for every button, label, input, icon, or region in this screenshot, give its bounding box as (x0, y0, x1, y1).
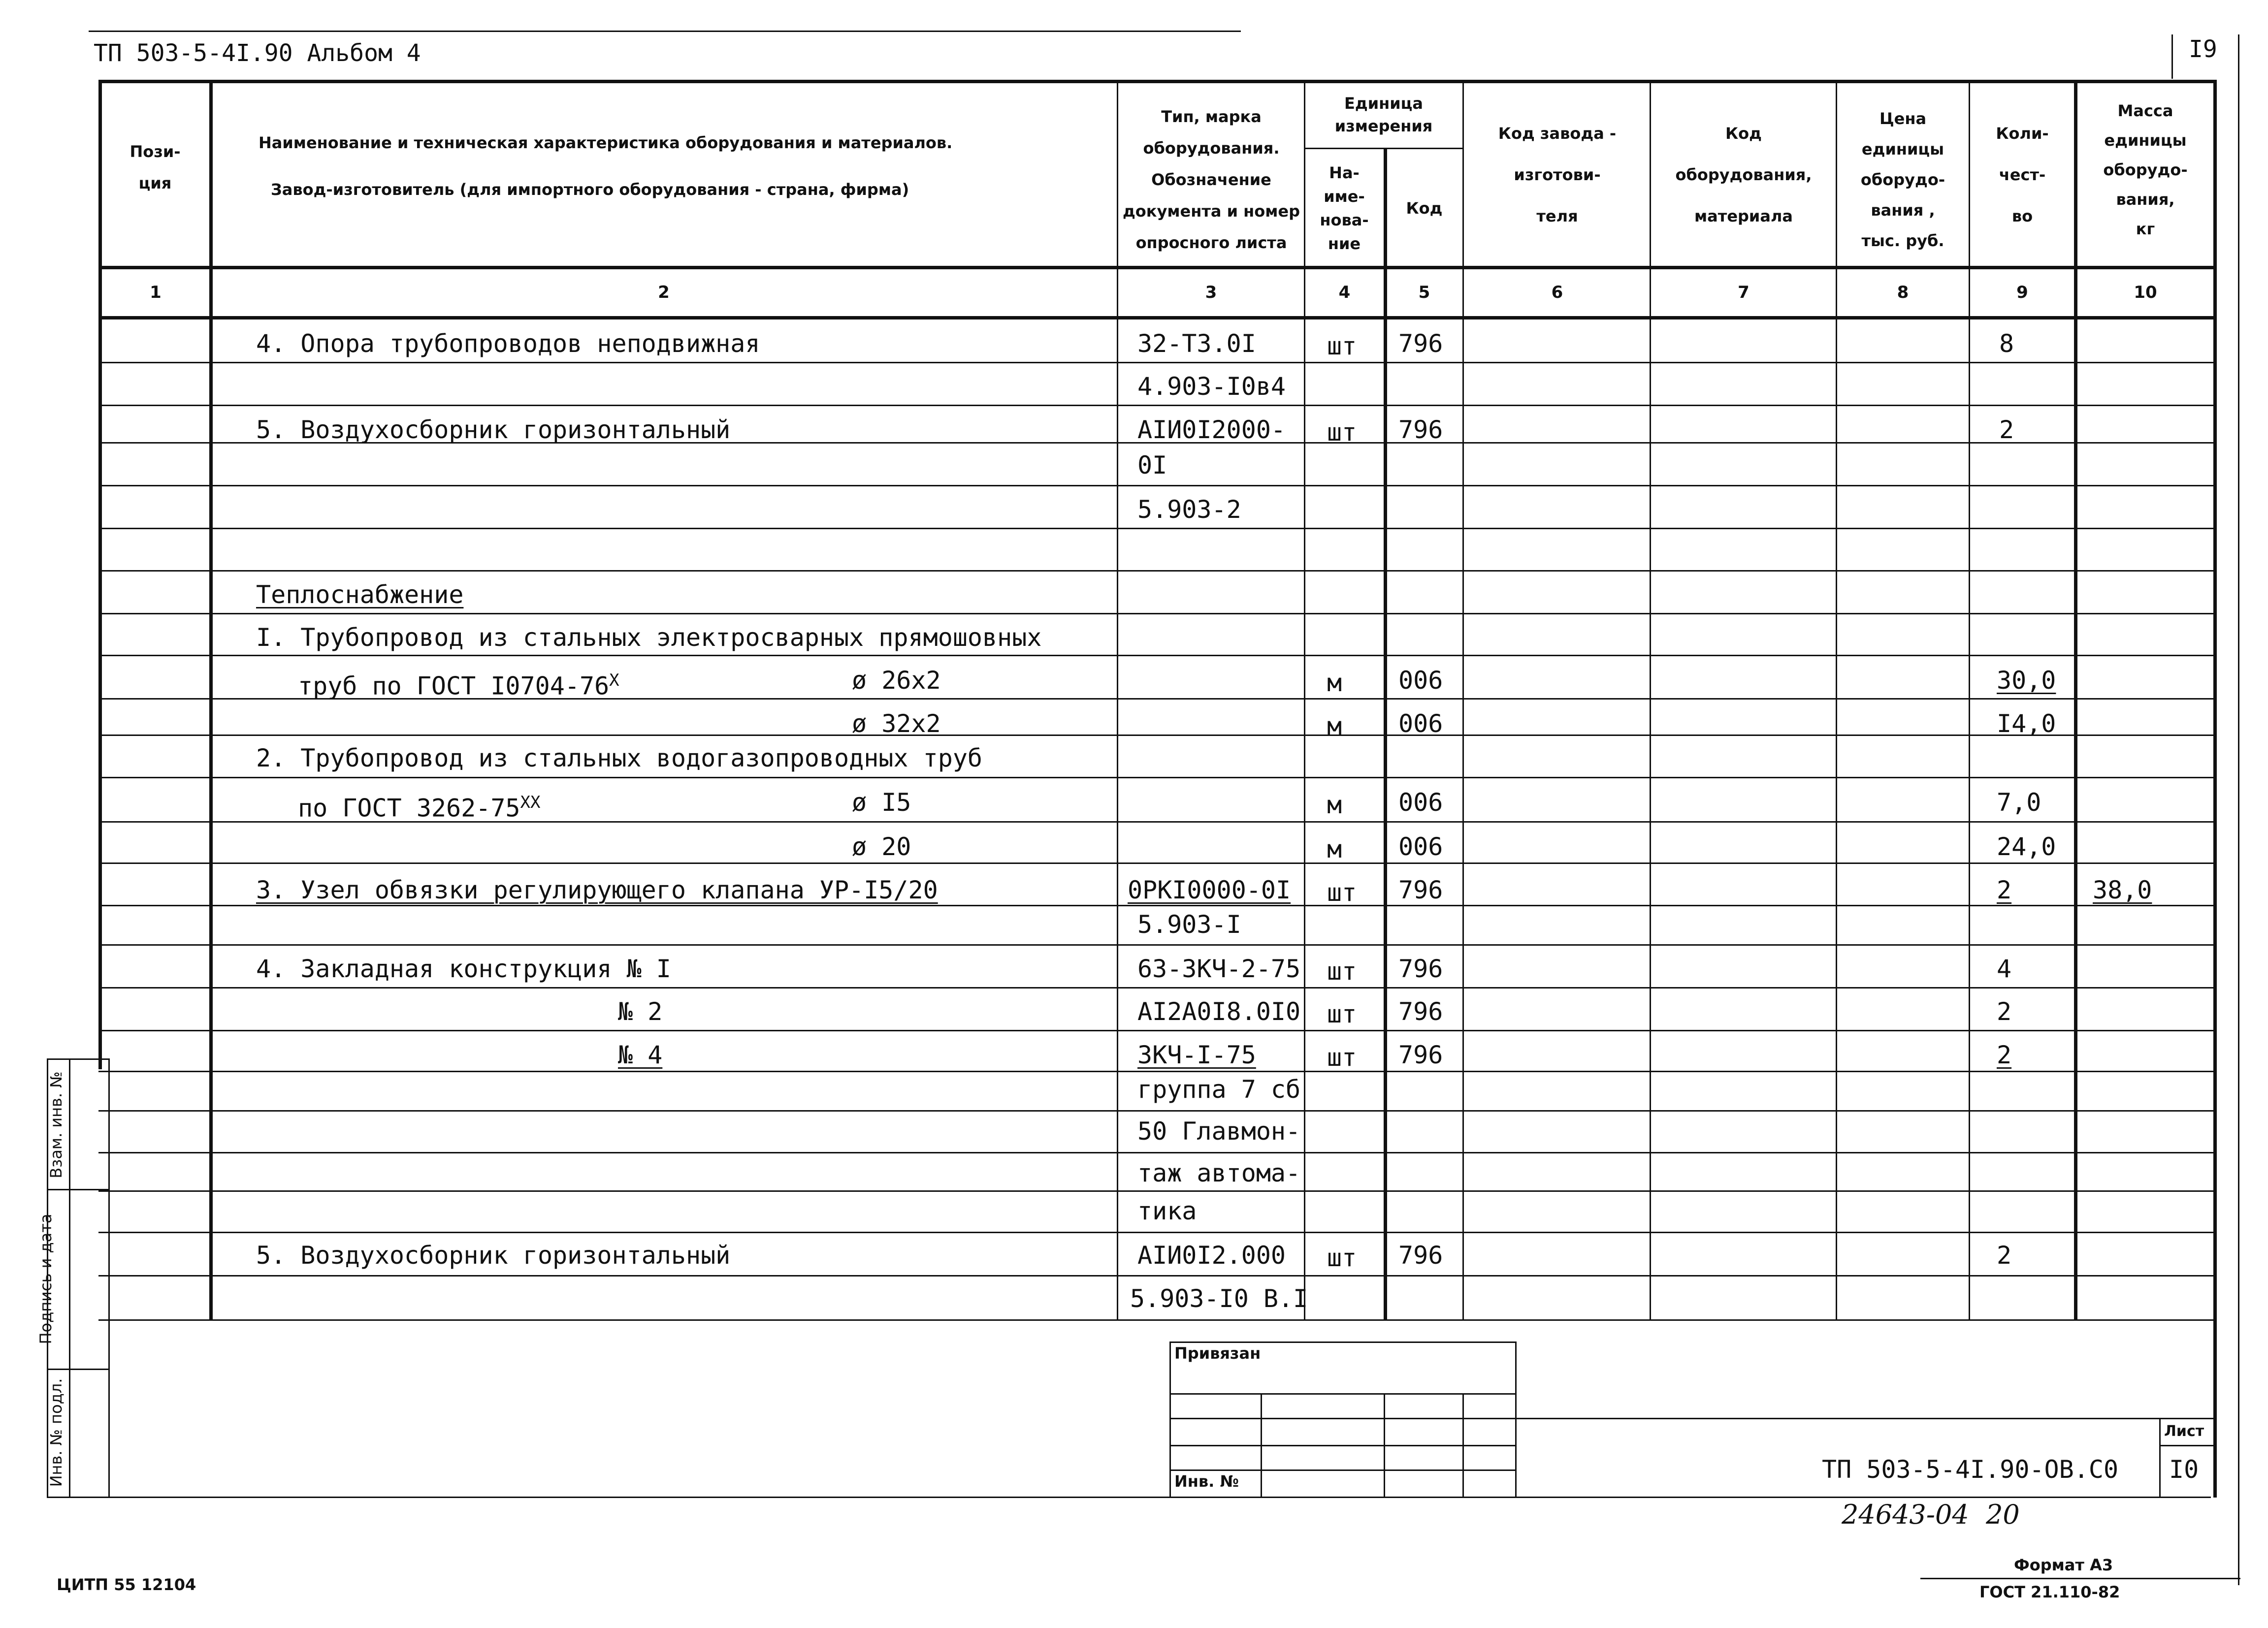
row-separator (98, 1030, 2216, 1031)
page-number-divider (2171, 34, 2173, 79)
row-17-qty: 2 (1997, 1041, 2012, 1069)
row-8-dia: ø 26x2 (852, 666, 941, 695)
colnum-4: 4 (1338, 283, 1351, 302)
row-separator (98, 655, 2216, 656)
list-label: Лист (2164, 1423, 2204, 1440)
privyazan-row3 (1169, 1445, 1517, 1446)
row-12-dia: ø 20 (852, 832, 911, 861)
row-4-type: 5.903-2 (1137, 495, 1241, 524)
col-divider-8 (1969, 80, 1970, 1320)
row-17-type: ЗКЧ-I-75 (1137, 1041, 1256, 1069)
header-col-price: Цена единицы оборудо- вания , тыс. руб. (1860, 109, 1945, 250)
row-separator (98, 1232, 2216, 1233)
row-separator (98, 1071, 2216, 1072)
top-rule (89, 31, 1241, 32)
list-label-rule (2159, 1445, 2214, 1446)
row-15-qty: 4 (1997, 955, 2012, 983)
row-separator (98, 570, 2216, 572)
row-8-code: 006 (1398, 666, 1443, 695)
colnum-9: 9 (2016, 283, 2028, 302)
table-end-border (98, 1319, 2216, 1321)
row-18-type: группа 7 сб (1137, 1075, 1301, 1104)
row-separator (98, 1110, 2216, 1112)
colnum-6: 6 (1551, 283, 1563, 302)
list-divider (2159, 1418, 2161, 1498)
album-header: ТП 503-5-4I.90 Альбом 4 (94, 39, 421, 67)
header-col-unit-group: Единица измерения (1334, 94, 1433, 135)
row-11-name (298, 788, 541, 823)
row-10-name: 2. Трубопровод из стальных водогазопроводных труб (256, 744, 983, 772)
row-13-qty: 2 (1997, 876, 2012, 904)
row-16-code: 796 (1398, 997, 1443, 1026)
row-17-unit: шт (1327, 1043, 1357, 1072)
row-separator (98, 405, 2216, 406)
row-0-name: 4. Опора трубопроводов неподвижная (256, 329, 760, 358)
row-23-type: 5.903-I0 B.I (1130, 1284, 1308, 1313)
row-7-name: I. Трубопровод из стальных электросварных прямошовных (256, 623, 1042, 652)
frame-right-border (2213, 80, 2217, 1498)
col-divider-9 (2074, 80, 2077, 1320)
row-11-unit: м (1327, 791, 1342, 819)
row-8-qty: 30,0 (1997, 666, 2056, 695)
page-number: I9 (2189, 35, 2217, 63)
row-separator (98, 485, 2216, 486)
side-podpis: Подпись и дата (36, 1213, 55, 1344)
privyazan-v1 (1261, 1393, 1262, 1498)
row-9-qty: I4,0 (1997, 709, 2056, 738)
row-2-type: AIИ0I2000- (1137, 415, 1286, 444)
row-0-unit: шт (1327, 332, 1357, 360)
row-16-name: № 2 (618, 997, 663, 1026)
row-22-type: AIИ0I2.000 (1137, 1241, 1286, 1270)
colnum-10: 10 (2134, 283, 2157, 302)
row-13-unit: шт (1327, 878, 1357, 907)
privyazan-left (1169, 1341, 1171, 1498)
colnum-2: 2 (658, 283, 670, 302)
row-9-unit: м (1327, 712, 1342, 740)
col-divider-1 (209, 80, 213, 1320)
header-col-unit-code: Код (1406, 198, 1443, 218)
frame-left-border (98, 80, 102, 1069)
row-9-dia: ø 32x2 (852, 709, 941, 738)
header-col-position: Пози- ция (130, 142, 181, 192)
row-16-qty: 2 (1997, 997, 2012, 1026)
privyazan-label: Привязан (1174, 1344, 1261, 1363)
row-separator (98, 862, 2216, 864)
side-vzam: Взам. инв. № (47, 1071, 65, 1179)
row-16-unit: шт (1327, 1000, 1357, 1028)
row-8-name-text: труб по ГОСТ I0704-76 (298, 671, 610, 701)
header-col-mass: Масса единицы оборудо- вания, кг (2103, 101, 2188, 238)
list-number: I0 (2169, 1455, 2199, 1484)
footer-gost: ГОСТ 21.110-82 (1979, 1583, 2120, 1601)
row-22-name: 5. Воздухосборник горизонтальный (256, 1241, 731, 1270)
colnum-1: 1 (150, 283, 162, 302)
row-15-type: 63-ЗКЧ-2-75 (1137, 955, 1301, 983)
row-15-code: 796 (1398, 955, 1443, 983)
row-17-name: № 4 (618, 1041, 663, 1069)
row-8-unit: м (1327, 669, 1342, 697)
row-separator (98, 528, 2216, 529)
row-separator (98, 1152, 2216, 1153)
row-separator (98, 613, 2216, 614)
colnum-8: 8 (1897, 283, 1909, 302)
header-col-quantity: Коли- чест- во (1996, 124, 2049, 225)
row-separator (98, 362, 2216, 363)
row-separator (98, 777, 2216, 778)
row-22-qty: 2 (1997, 1241, 2012, 1270)
row-11-dia: ø I5 (852, 788, 911, 817)
header-col-type: Тип, марка оборудования. Обозначение документа и номер опросного листа (1122, 107, 1300, 252)
row-15-name: 4. Закладная конструкция № I (256, 955, 671, 983)
privyazan-top (1169, 1341, 1517, 1343)
row-12-qty: 24,0 (1997, 832, 2056, 861)
row-22-code: 796 (1398, 1241, 1443, 1270)
row-17-code: 796 (1398, 1041, 1443, 1069)
colnum-3: 3 (1205, 283, 1217, 302)
col-divider-4 (1384, 148, 1387, 1320)
row-12-code: 006 (1398, 832, 1443, 861)
row-2-unit: шт (1327, 418, 1357, 447)
header-col-name-line1: Наименование и техническая характеристика оборудования и материалов. (259, 133, 953, 152)
row-21-type: тика (1137, 1197, 1197, 1225)
header-col-name-line2: Завод-изготовитель (для импортного оборудования - страна, фирма) (271, 180, 909, 199)
row-separator (98, 734, 2216, 736)
colnum-5: 5 (1418, 283, 1430, 302)
row-separator (98, 905, 2216, 906)
row-12-unit: м (1327, 835, 1342, 863)
footer-format: Формат А3 (2014, 1556, 2113, 1574)
footer-rule (1920, 1578, 2240, 1579)
row-13-mass: 38,0 (2093, 876, 2152, 904)
row-13-name: 3. Узел обвязки регулирующего клапана УР-I5/20 (256, 876, 938, 904)
header-col-factory-code: Код завода - изготови- теля (1498, 124, 1617, 225)
doc-code: ТП 503-5-4I.90-ОВ.С0 (1822, 1455, 2119, 1484)
row-16-type: AI2A0I8.0I0 (1137, 997, 1301, 1026)
row-2-qty: 2 (1999, 415, 2014, 444)
row-separator (98, 1190, 2216, 1192)
row-13-code: 796 (1398, 876, 1443, 904)
colnum-7: 7 (1738, 283, 1750, 302)
row-0-qty: 8 (1999, 329, 2014, 358)
row-11-name-text: по ГОСТ 3262-75 (298, 794, 520, 823)
row-15-unit: шт (1327, 957, 1357, 986)
privyazan-row1 (1169, 1393, 1517, 1395)
side-stamp-div1 (47, 1189, 110, 1190)
side-inv: Инв. № подл. (47, 1378, 65, 1487)
col-divider-6 (1650, 80, 1651, 1320)
frame-left-lower (108, 1058, 110, 1498)
row-19-type: 50 Главмон- (1137, 1117, 1301, 1146)
col-divider-7 (1836, 80, 1837, 1320)
row-3-type: 0I (1137, 451, 1167, 479)
row-11-qty: 7,0 (1997, 788, 2041, 817)
privyazan-row2 (1169, 1418, 1517, 1419)
row-9-code: 006 (1398, 709, 1443, 738)
side-stamp-inner (69, 1058, 70, 1498)
row-1-type: 4.903-I0в4 (1137, 372, 1286, 401)
row-8-name-sup: X (609, 670, 619, 690)
row-0-type: 32-Т3.0I (1137, 329, 1256, 358)
col-divider-2 (1117, 80, 1118, 1320)
row-0-code: 796 (1398, 329, 1443, 358)
side-stamp-top (47, 1058, 110, 1060)
handwritten-number: 24643-04 20 (1842, 1499, 2020, 1530)
row-8-name (298, 666, 619, 701)
row-11-name-sup: XX (520, 793, 541, 812)
row-14-type: 5.903-I (1137, 910, 1241, 939)
row-6-name: Теплоснабжение (256, 580, 464, 609)
privyazan-right (1515, 1341, 1517, 1498)
header-col-unit-name: На- име- нова- ние (1320, 163, 1369, 253)
row-20-type: таж автома- (1137, 1159, 1301, 1187)
unit-group-divider (1304, 148, 1462, 149)
col-divider-5 (1462, 80, 1464, 1320)
header-col-equipment-code: Код оборудования, материала (1675, 124, 1812, 225)
title-block-top (1515, 1418, 2214, 1419)
row-11-code: 006 (1398, 788, 1443, 817)
inv-no-label: Инв. № (1174, 1472, 1239, 1491)
right-frame-edge (2238, 34, 2239, 1585)
row-2-name: 5. Воздухосборник горизонтальный (256, 415, 731, 444)
header-bottom-border (98, 266, 2216, 269)
row-separator (98, 944, 2216, 946)
row-13-type: 0PKI0000-0I (1128, 876, 1291, 904)
frame-bottom-border (108, 1497, 2211, 1498)
privyazan-row4 (1169, 1469, 1517, 1471)
row-22-unit: шт (1327, 1244, 1357, 1272)
footer-citp: ЦИТП 55 12104 (57, 1575, 196, 1594)
row-separator (98, 1275, 2216, 1277)
row-2-code: 796 (1398, 415, 1443, 444)
privyazan-v2 (1384, 1393, 1385, 1498)
col-divider-3 (1304, 80, 1305, 1320)
table-top-border (98, 80, 2216, 83)
row-separator (98, 987, 2216, 989)
privyazan-v3 (1462, 1393, 1464, 1498)
colnum-bottom-border (98, 316, 2216, 319)
